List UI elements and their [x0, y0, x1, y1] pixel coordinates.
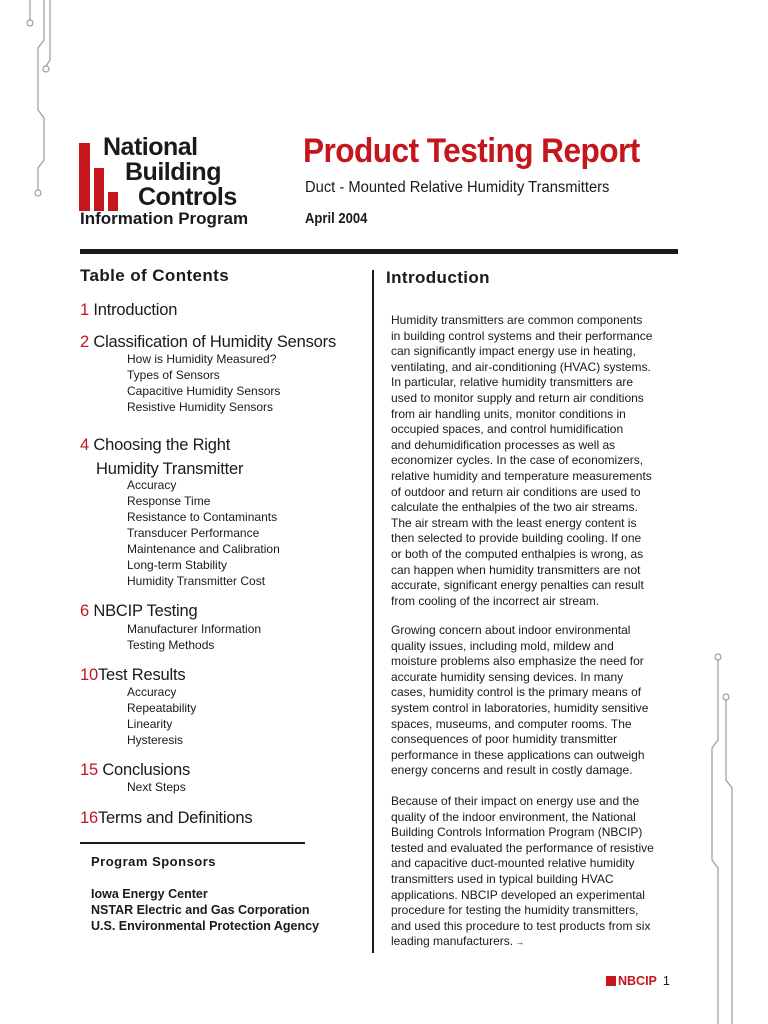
paragraph-line: leading manufacturers. →	[391, 934, 525, 949]
paragraph-line: used to monitor supply and return air conditions	[391, 390, 644, 405]
toc-item-test-results[interactable]	[80, 666, 185, 685]
logo-line-3: Controls	[138, 183, 237, 211]
paragraph-line: applications. NBCIP developed an experimental	[391, 887, 645, 902]
report-subtitle: Duct - Mounted Relative Humidity Transmitters	[305, 179, 610, 196]
paragraph-line: performance in these applications can outweigh	[391, 747, 645, 762]
paragraph-line: cases, humidity control is the primary means of	[391, 685, 642, 700]
report-date: April 2004	[305, 211, 368, 227]
toc-item-title: Classification of Humidity Sensors	[93, 333, 337, 351]
toc-subitem[interactable]: Resistance to Contaminants	[127, 510, 278, 524]
continue-arrow-icon: →	[515, 937, 525, 948]
toc-item-title: Introduction	[93, 301, 178, 319]
logo-line-1: National	[103, 133, 198, 161]
toc-item-introduction[interactable]	[80, 301, 177, 320]
intro-paragraph-3	[391, 794, 691, 951]
toc-subitem[interactable]: Accuracy	[127, 685, 177, 699]
paragraph-line: Building Controls Information Program (NBCIP)	[391, 825, 643, 840]
toc-item-title: Terms and Definitions	[97, 809, 253, 827]
toc-item-title: Choosing the Right	[93, 436, 231, 454]
sponsor-item: Iowa Energy Center	[91, 887, 208, 901]
header-divider	[80, 249, 678, 254]
paragraph-line: In particular, relative humidity transmitters are	[391, 375, 634, 390]
paragraph-line: and capacitive duct-mounted relative humidity	[391, 856, 635, 871]
paragraph-line: and dehumidification processes as well as	[391, 437, 616, 452]
toc-subitem[interactable]: Hysteresis	[127, 733, 184, 747]
paragraph-line: transmitters used in typical building HVAC	[391, 871, 614, 886]
paragraph-line: accurate humidity sensing devices. In many	[391, 669, 624, 684]
intro-heading: Introduction	[386, 268, 490, 287]
toc-page-number: 6	[80, 602, 89, 620]
paragraph-line: relative humidity and temperature measurements	[391, 468, 652, 483]
paragraph-line: tested and evaluated the performance of resistive	[391, 840, 654, 855]
paragraph-line: Humidity transmitters are common components	[391, 313, 643, 327]
footer-brand: NBCIP	[618, 974, 657, 988]
toc-item-conclusions[interactable]	[80, 761, 190, 780]
circuit-decoration-left	[0, 0, 60, 260]
paragraph-line: quality issues, including mold, mildew and	[391, 638, 614, 653]
toc-subitem[interactable]: Next Steps	[127, 780, 186, 794]
paragraph-line: spaces, museums, and computer rooms. The	[391, 716, 632, 731]
paragraph-line: then selected to provide building cooling. If one	[391, 531, 642, 546]
toc-subitem[interactable]: Linearity	[127, 717, 173, 731]
paragraph-line: of outdoor and return air conditions are used to	[391, 484, 641, 499]
paragraph-line: procedure for testing the humidity transmitters,	[391, 903, 639, 918]
toc-subitem[interactable]: How is Humidity Measured?	[127, 352, 277, 366]
toc-subitem[interactable]: Response Time	[127, 494, 211, 508]
paragraph-line: and used this procedure to test products from six	[391, 918, 651, 933]
paragraph-line: from air handling units, monitor conditions in	[391, 406, 626, 421]
toc-subitem[interactable]: Accuracy	[127, 478, 177, 492]
toc-page-number: 1	[80, 301, 89, 319]
toc-page-number: 16	[80, 809, 98, 827]
paragraph-line: can significantly impact energy use in heating,	[391, 344, 636, 359]
circuit-decoration-right	[708, 0, 768, 1024]
toc-subitem[interactable]: Transducer Performance	[127, 526, 260, 540]
toc-item-classification[interactable]	[80, 333, 336, 352]
toc-item-title: Conclusions	[102, 761, 191, 779]
toc-heading: Table of Contents	[80, 266, 230, 285]
toc-page-number: 15	[80, 761, 98, 779]
toc-subitem[interactable]: Capacitive Humidity Sensors	[127, 384, 281, 398]
paragraph-line: consequences of poor humidity transmitter	[391, 732, 618, 747]
page-number: 1	[662, 974, 670, 988]
sponsors-heading: Program Sponsors	[91, 854, 217, 869]
toc-subitem[interactable]: Maintenance and Calibration	[127, 542, 280, 556]
toc-item-title: NBCIP Testing	[93, 602, 198, 620]
paragraph-line: from cooling of the incorrect air stream.	[391, 593, 600, 608]
report-title: Product Testing Report	[303, 132, 640, 170]
paragraph-line: moisture problems also emphasize the need for	[391, 654, 644, 669]
toc-subitem[interactable]: Long-term Stability	[127, 558, 228, 572]
toc-subitem[interactable]: Manufacturer Information	[127, 622, 262, 636]
toc-item-title: Test Results	[97, 666, 186, 684]
paragraph-line: quality of the indoor environment, the National	[391, 809, 636, 824]
paragraph-line: system control in laboratories, humidity sensitive	[391, 700, 649, 715]
page-footer	[606, 974, 670, 988]
logo-line-4: Information Program	[80, 209, 249, 228]
paragraph-line: accurate, significant energy penalties can result	[391, 578, 644, 593]
column-divider	[372, 270, 374, 953]
paragraph-line: in building control systems and their performance	[391, 328, 653, 343]
intro-paragraph-1	[391, 313, 691, 609]
paragraph-line: or both of the computed enthalpies is wrong, as	[391, 546, 644, 561]
paragraph-line: economizer cycles. In the case of economizers,	[391, 453, 644, 468]
paragraph-line: The air stream with the least energy content is	[391, 515, 637, 530]
paragraph-line: Growing concern about indoor environmental	[391, 623, 631, 637]
paragraph-line: ventilating, and air-conditioning (HVAC) systems.	[391, 359, 651, 374]
brand-square-icon	[606, 976, 616, 986]
toc-subitem[interactable]: Resistive Humidity Sensors	[127, 400, 274, 414]
toc-subitem[interactable]: Types of Sensors	[127, 368, 220, 382]
toc-item-nbcip-testing[interactable]	[80, 602, 197, 621]
paragraph-line: calculate the enthalpies of the two air streams.	[391, 500, 638, 515]
toc-page-number: 2	[80, 333, 89, 351]
toc-subitem[interactable]: Humidity Transmitter Cost	[127, 574, 266, 588]
sponsor-item: NSTAR Electric and Gas Corporation	[91, 903, 310, 917]
paragraph-line: can happen when humidity transmitters are not	[391, 562, 641, 577]
paragraph-line: energy concerns and result in costly damage.	[391, 763, 633, 778]
intro-paragraph-2	[391, 623, 691, 779]
toc-page-number: 10	[80, 666, 98, 684]
toc-item-terms[interactable]	[80, 809, 252, 828]
sponsor-item: U.S. Environmental Protection Agency	[91, 919, 320, 933]
logo-line-2: Building	[125, 158, 221, 186]
toc-item-choosing[interactable]	[80, 436, 230, 455]
toc-subitem[interactable]: Testing Methods	[127, 638, 215, 652]
paragraph-line: occupied spaces, and control humidification	[391, 422, 624, 437]
toc-subitem[interactable]: Repeatability	[127, 701, 197, 715]
toc-page-number: 4	[80, 436, 89, 454]
sponsor-divider	[80, 842, 305, 844]
toc-item-title-continued[interactable]: Humidity Transmitter	[96, 460, 244, 478]
paragraph-line: Because of their impact on energy use and the	[391, 794, 640, 808]
